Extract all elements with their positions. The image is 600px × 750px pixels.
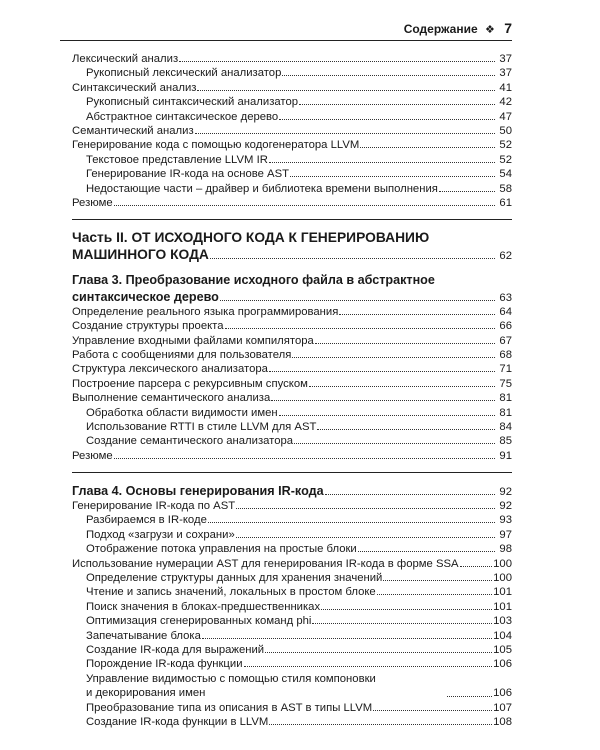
toc-entry[interactable]: [72, 153, 512, 167]
toc-entry-title: Разбираемся в IR-коде: [86, 514, 207, 527]
toc-entry[interactable]: [72, 377, 512, 391]
toc-entry-title: Определение структуры данных для хранения значений: [86, 572, 383, 585]
toc-entry-title: Структура лексического анализатора: [72, 363, 268, 376]
leader-dots: [439, 182, 495, 192]
toc-entry-title: Синтаксический анализ: [72, 81, 197, 94]
toc-entry[interactable]: [72, 449, 512, 463]
leader-dots: [282, 66, 495, 76]
toc-entry[interactable]: [72, 319, 512, 333]
toc-entry-title: Семантический анализ: [72, 124, 194, 137]
chapter-heading-3[interactable]: [72, 273, 512, 305]
toc-entry-page: 42: [499, 96, 512, 109]
toc-entry-title: Рукописный синтаксический анализатор: [86, 96, 299, 109]
header-section-title: Содержание: [403, 22, 478, 36]
toc-entry-page: 37: [499, 67, 512, 80]
toc-entry[interactable]: [72, 434, 512, 448]
toc-entry-title: Выполнение семантического анализа: [72, 392, 271, 405]
toc-entry-title: Резюме: [72, 449, 113, 462]
toc-entry-page: 50: [499, 124, 512, 137]
toc-entry-page: 103: [493, 615, 512, 628]
part-title-line2: МАШИННОГО КОДА: [72, 247, 209, 263]
chapter-title: Глава 4. Основы генерирования IR-кода: [72, 484, 324, 499]
leader-dots: [244, 657, 493, 667]
leader-dots: [447, 687, 492, 697]
toc-entry[interactable]: [72, 715, 512, 729]
toc-entry[interactable]: [72, 406, 512, 420]
toc-entry-title: Отображение потока управления на простые блоки: [86, 543, 357, 556]
toc-entry[interactable]: [72, 95, 512, 109]
toc-entry-title: Создание IR-кода для выражений: [86, 644, 265, 656]
toc-entry[interactable]: [72, 66, 512, 80]
leader-dots: [315, 334, 495, 344]
toc-entry[interactable]: [72, 542, 512, 556]
leader-dots: [225, 319, 495, 329]
leader-dots: [321, 600, 492, 610]
ornament-icon: ❖: [484, 24, 495, 36]
toc-entry[interactable]: [72, 701, 512, 715]
toc-entry[interactable]: [72, 334, 512, 348]
toc-entry-page: 81: [499, 406, 512, 419]
toc-entry[interactable]: [72, 600, 512, 614]
leader-dots: [195, 124, 495, 134]
leader-dots: [294, 434, 495, 444]
leader-dots: [114, 196, 495, 206]
page-number: 62: [499, 250, 512, 263]
page-number: 63: [499, 291, 512, 304]
toc-entry[interactable]: [72, 167, 512, 181]
leader-dots: [358, 542, 495, 552]
toc-entry-page: 61: [499, 196, 512, 209]
toc-entry-title: Подход «загрузи и сохрани»: [86, 528, 235, 541]
toc-entry-title: Определение реального языка программирования: [72, 305, 339, 318]
toc-entry-title: Создание семантического анализатора: [86, 435, 294, 448]
leader-dots: [290, 167, 495, 177]
leader-dots: [377, 585, 492, 595]
leader-dots: [269, 715, 492, 725]
toc-entry-page: 75: [499, 377, 512, 390]
toc-entry-title: Генерирование кода с помощью кодогенератора LLVM: [72, 139, 360, 152]
toc-entry-title: Управление видимостью с помощью стиля компоновки и декорирования имен: [86, 672, 376, 700]
toc-entry-page: 85: [499, 435, 512, 448]
leader-dots: [208, 513, 495, 523]
toc-entry[interactable]: [72, 110, 512, 124]
toc-entry[interactable]: [72, 182, 512, 196]
toc-entry-title: Оптимизация сгенерированных команд phi: [86, 615, 312, 628]
leader-dots: [179, 52, 495, 62]
leader-dots: [271, 391, 495, 401]
leader-dots: [114, 449, 495, 459]
toc-entry-page: 107: [493, 701, 512, 714]
toc-entry-page: 101: [493, 586, 512, 599]
leader-dots: [269, 153, 495, 163]
toc-entry[interactable]: [72, 528, 512, 542]
toc-entry[interactable]: [72, 629, 512, 643]
leader-dots: [210, 249, 495, 259]
section-divider: [72, 210, 512, 220]
leader-dots: [460, 557, 493, 567]
toc-entry[interactable]: [72, 391, 512, 405]
part-heading[interactable]: [72, 230, 512, 263]
toc-entry[interactable]: [72, 571, 512, 585]
toc-entry[interactable]: [72, 614, 512, 628]
leader-dots: [309, 377, 495, 387]
toc-entry-page: 106: [493, 658, 512, 671]
toc-entry-title: Преобразование типа из описания в AST в типы LLVM: [86, 701, 373, 714]
toc-entry-title: Управление входными файлами компилятора: [72, 334, 314, 347]
toc-entry-title: Рукописный лексический анализатор: [86, 67, 282, 80]
running-header: [60, 18, 512, 41]
toc-entry-page: 105: [493, 644, 512, 656]
toc-entry-title: Генерирование IR-кода на основе AST: [86, 168, 290, 181]
part-title-line1: Часть II. ОТ ИСХОДНОГО КОДА К ГЕНЕРИРОВАНИЮ: [72, 230, 430, 246]
toc-entry[interactable]: [72, 124, 512, 138]
toc-entry[interactable]: [72, 81, 512, 95]
toc-entry-page: 52: [499, 139, 512, 152]
toc-entry-page: 58: [499, 182, 512, 195]
toc-entry-title: Поиск значения в блоках-предшественниках: [86, 600, 321, 613]
toc-entry-page: 100: [493, 557, 512, 570]
toc-entry-page: 97: [499, 528, 512, 541]
toc-entry-title: Чтение и запись значений, локальных в простом блоке: [86, 586, 376, 599]
toc-entry-page: 64: [499, 305, 512, 318]
toc-entry-page: 84: [499, 420, 512, 433]
chapter4-entries: [72, 499, 512, 729]
toc-entry[interactable]: [72, 348, 512, 362]
toc-entry-page: 71: [499, 363, 512, 376]
toc-entry[interactable]: [72, 657, 512, 671]
toc-entry-page: 104: [493, 629, 512, 642]
leader-dots: [269, 362, 495, 372]
toc-entry-page: 93: [499, 514, 512, 527]
table-of-contents: [72, 52, 512, 729]
toc-entry[interactable]: [72, 643, 512, 657]
toc-section-chapter2-tail: [72, 52, 512, 210]
toc-entry[interactable]: [72, 52, 512, 66]
toc-entry-page: 81: [499, 392, 512, 405]
chapter-title-line2: синтаксическое дерево: [72, 289, 219, 304]
leader-dots: [339, 305, 495, 315]
leader-dots: [265, 643, 492, 653]
leader-dots: [312, 614, 492, 624]
toc-entry-title: Порождение IR-кода функции: [86, 658, 243, 671]
leader-dots: [236, 528, 495, 538]
leader-dots: [220, 291, 495, 301]
toc-entry-page: 37: [499, 53, 512, 65]
leader-dots: [279, 406, 495, 416]
toc-entry[interactable]: [72, 305, 512, 319]
toc-entry-title: Использование RTTI в стиле LLVM для AST: [86, 420, 317, 433]
leader-dots: [373, 701, 492, 711]
toc-entry[interactable]: [72, 196, 512, 210]
toc-entry-title: Текстовое представление LLVM IR: [86, 153, 268, 166]
toc-entry-page: 98: [499, 543, 512, 556]
toc-entry-title: Создание структуры проекта: [72, 320, 224, 333]
toc-entry-page: 108: [493, 715, 512, 728]
leader-dots: [197, 81, 495, 91]
leader-dots: [383, 571, 492, 581]
leader-dots: [279, 110, 495, 120]
leader-dots: [236, 499, 495, 509]
toc-entry-page: 100: [493, 572, 512, 585]
toc-entry-title: Абстрактное синтаксическое дерево: [86, 110, 279, 123]
toc-entry-page: 52: [499, 153, 512, 166]
leader-dots: [360, 138, 495, 148]
leader-dots: [317, 420, 495, 430]
toc-entry-page: 67: [499, 334, 512, 347]
toc-entry-page: 54: [499, 168, 512, 181]
header-page-number: 7: [504, 20, 512, 36]
toc-entry[interactable]: [72, 557, 512, 571]
toc-entry-title: Резюме: [72, 196, 113, 209]
toc-entry-title: Лексический анализ: [72, 53, 179, 65]
toc-entry-page: 66: [499, 320, 512, 333]
leader-dots: [202, 629, 492, 639]
toc-entry-title: Работа с сообщениями для пользователя: [72, 348, 292, 361]
toc-entry-title: Запечатывание блока: [86, 629, 201, 642]
toc-entry-title: Недостающие части – драйвер и библиотека времени выполнения: [86, 182, 438, 195]
chapter-heading-4[interactable]: [72, 483, 512, 499]
leader-dots: [325, 485, 495, 495]
toc-entry-title: Генерирование IR-кода по AST: [72, 500, 236, 513]
toc-entry[interactable]: [72, 420, 512, 434]
toc-entry-page: 41: [499, 81, 512, 94]
toc-entry[interactable]: [72, 585, 512, 599]
page-number: 92: [499, 486, 512, 499]
toc-entry-page: 101: [493, 600, 512, 613]
toc-entry[interactable]: [72, 362, 512, 376]
toc-entry[interactable]: [72, 513, 512, 527]
toc-entry-title: Использование нумерации AST для генерирования IR-кода в форме SSA: [72, 557, 459, 570]
toc-entry-page: 47: [499, 110, 512, 123]
toc-entry-title: Обработка области видимости имен: [86, 406, 278, 419]
toc-entry-page: 68: [499, 348, 512, 361]
toc-entry-page: 92: [499, 500, 512, 513]
leader-dots: [292, 348, 495, 358]
toc-entry-title: Создание IR-кода функции в LLVM: [86, 715, 269, 728]
toc-entry-title: Построение парсера с рекурсивным спуском: [72, 377, 308, 390]
section-divider: [72, 463, 512, 473]
toc-entry-page: 91: [499, 449, 512, 462]
toc-entry-page: 106: [493, 687, 512, 700]
chapter3-entries: [72, 305, 512, 463]
leader-dots: [299, 95, 495, 105]
chapter-title-line1: Глава 3. Преобразование исходного файла в абстрактное: [72, 273, 435, 288]
toc-entry[interactable]: [72, 138, 512, 152]
toc-entry[interactable]: [72, 672, 512, 701]
toc-entry[interactable]: [72, 499, 512, 513]
